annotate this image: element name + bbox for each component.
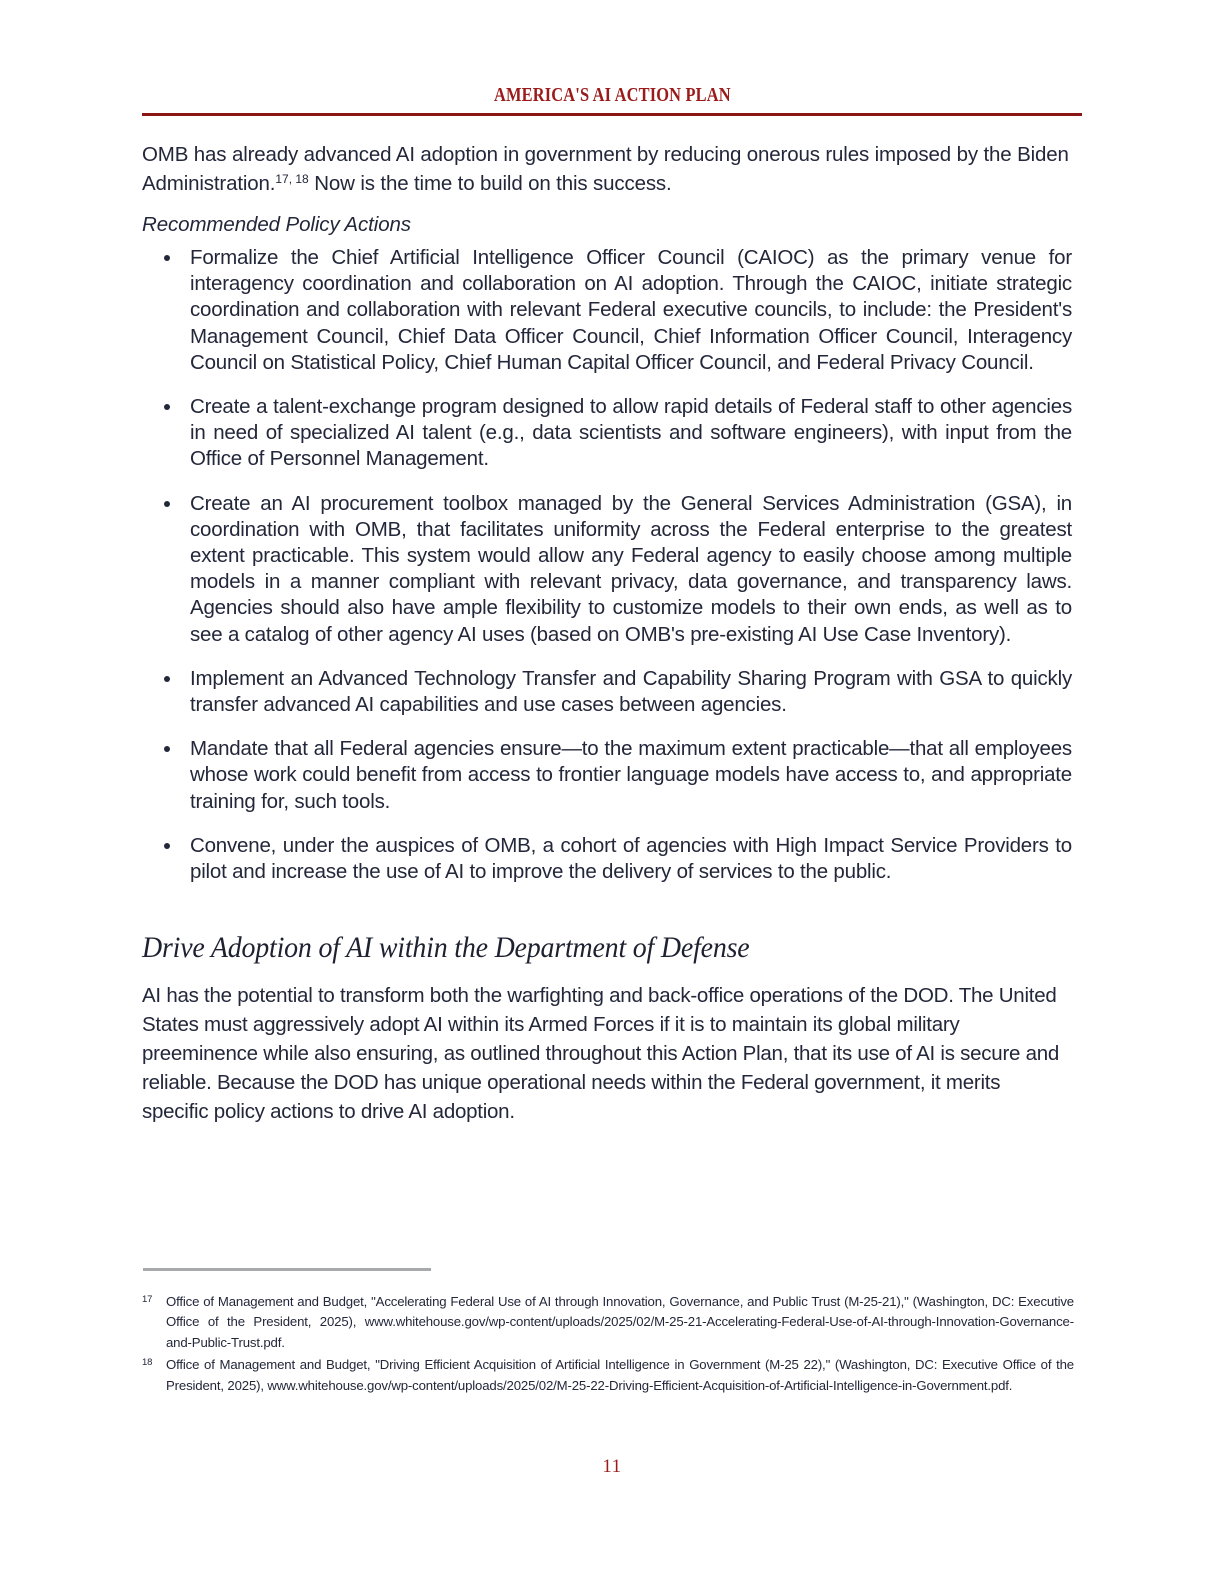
list-item-text: Mandate that all Federal agencies ensure—to the maximum extent practicable—that all employees whose work could benefit from access to frontier language models have access to, and appropriate training for, such tools. <box>190 737 1072 813</box>
bullet-icon <box>164 501 170 507</box>
bullet-icon <box>164 746 170 752</box>
running-header-title: AMERICA'S AI ACTION PLAN <box>493 84 731 106</box>
running-header <box>142 84 1082 107</box>
recommended-policy-actions-heading: Recommended Policy Actions <box>142 213 411 236</box>
list-item-text: Convene, under the auspices of OMB, a cohort of agencies with High Impact Service Providers to pilot and increase the use of AI to improve the delivery of services to the public. <box>190 833 1072 884</box>
list-item-text: Create a talent-exchange program designed to allow rapid details of Federal staff to other agencies in need of specialized AI talent (e.g., data scientists and software engineers), with input from the Office of Personnel Management. <box>190 395 1072 471</box>
bullet-icon <box>164 255 170 261</box>
section-paragraph: AI has the potential to transform both the warfighting and back-office operations of the DOD. The United States must aggressively adopt AI within its Armed Forces if it is to maintain its global military preeminence while also ensuring, as outlined throughout this Action Plan, that its use of AI is secure and reliable. Because the DOD has unique operational needs within the Federal government, it merits specific policy actions to drive AI adoption. <box>142 984 1060 1124</box>
list-item-text: Formalize the Chief Artificial Intelligence Officer Council (CAIOC) as the primary venue for interagency coordination and collaboration on AI adoption. Through the CAIOC, initiate strategic coordination and collaboration with relevant Federal executive councils, to include: the President's Management Council, Chief Data Officer Council, Chief Information Officer Council, Interagency Council on Statistical Policy, Chief Human Capital Officer Council, and Federal Privacy Council. <box>190 246 1072 374</box>
footnote-reference-markers[interactable]: 17, 18 <box>275 172 309 186</box>
list-item <box>142 736 1072 815</box>
bullet-icon <box>164 676 170 682</box>
footnote-separator-rule <box>143 1268 431 1271</box>
recommended-actions-list <box>142 245 1072 885</box>
list-item <box>142 833 1072 885</box>
list-item-text: Implement an Advanced Technology Transfer and Capability Sharing Program with GSA to quickly transfer advanced AI capabilities and use cases between agencies. <box>190 666 1072 717</box>
footnote-entry <box>142 1355 1074 1396</box>
section-heading: Drive Adoption of AI within the Department of Defense <box>142 931 750 965</box>
list-item <box>142 245 1072 376</box>
header-divider-rule <box>142 113 1082 116</box>
footnote-text: Office of Management and Budget, "Accelerating Federal Use of AI through Innovation, Governance, and Public Trust (M-25-21)," (Washington, DC: Executive Office of the President, 2025), www.whitehouse.gov/wp-content/uploads/2025/02/M-25-21-Accelerating-Federal-Use-of-AI-through-Innovation-Governance-and-Public-Trust.pdf. <box>166 1294 1074 1350</box>
footnote-entry <box>142 1292 1074 1353</box>
page-number: 11 <box>602 1456 622 1477</box>
list-item <box>142 491 1072 648</box>
lead-paragraph-text-after-refs: Now is the time to build on this success. <box>308 172 672 195</box>
lead-paragraph <box>142 140 1072 198</box>
footnote-text: Office of Management and Budget, "Driving Efficient Acquisition of Artificial Intelligence in Government (M-25 22)," (Washington, DC: Executive Office of the President, 2025), www.whitehouse.gov/wp-content/uploads/2025/02/M-25-22-Driving-Efficient-Acquisition-of-Artificial-Intelligence-in-Government.pdf. <box>166 1357 1074 1393</box>
footnote-number: 17 <box>142 1294 153 1305</box>
list-item <box>142 394 1072 473</box>
lead-paragraph-text-before-refs: OMB has already advanced AI adoption in government by reducing onerous rules imposed by the Biden Administration. <box>142 143 1069 195</box>
bullet-icon <box>164 404 170 410</box>
footnote-number: 18 <box>142 1357 153 1369</box>
bullet-icon <box>164 843 170 849</box>
list-item <box>142 666 1072 718</box>
footnotes-block <box>142 1292 1074 1398</box>
list-item-text: Create an AI procurement toolbox managed by the General Services Administration (GSA), in coordination with OMB, that facilitates uniformity across the Federal enterprise to the greatest extent practicable. This system would allow any Federal agency to easily choose among multiple models in a manner compliant with relevant privacy, data governance, and transparency laws. Agencies should also have ample flexibility to customize models to their own ends, as well as to see a catalog of other agency AI uses (based on OMB's pre-existing AI Use Case Inventory). <box>190 491 1072 646</box>
page-content <box>142 140 1072 1126</box>
